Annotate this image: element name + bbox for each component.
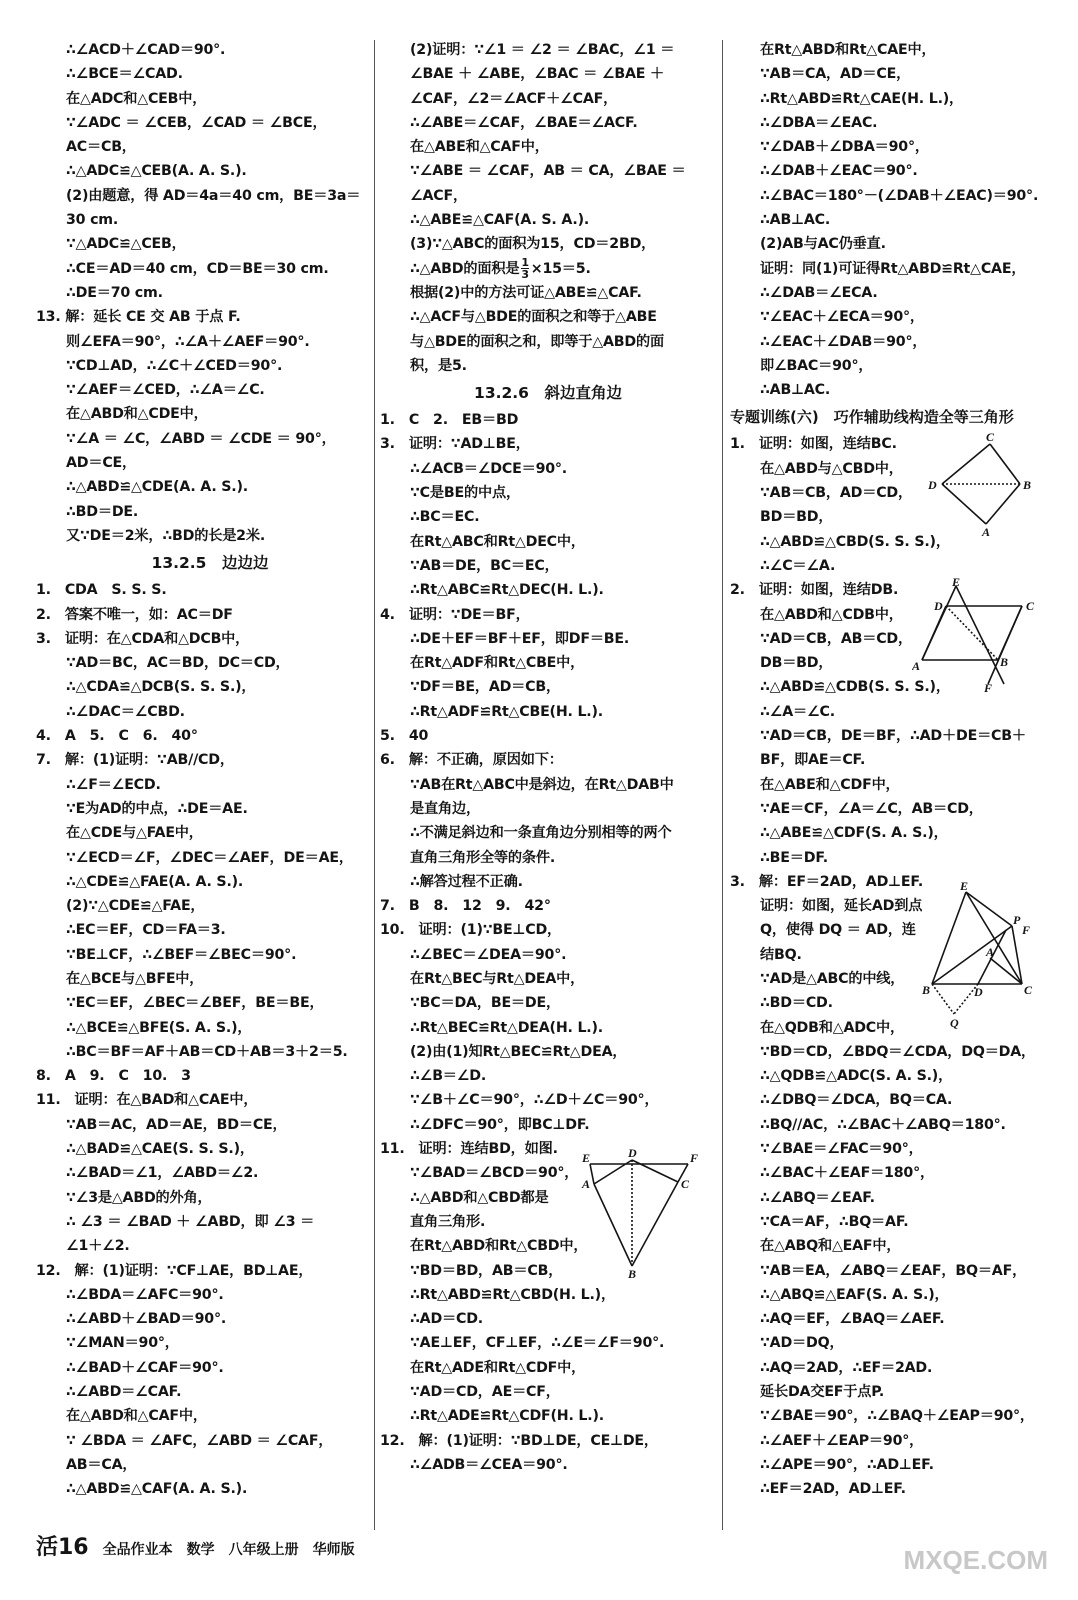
- svg-text:A: A: [982, 525, 991, 538]
- answer-line: ∴BD＝CD.: [760, 995, 833, 1012]
- answer-line: ∵∠EAC＋∠ECA＝90°，: [760, 309, 924, 326]
- answer-line: (2)AB与AC仍垂直.: [760, 236, 886, 253]
- answer-line: ∴∠ABD＋∠BAD＝90°.: [66, 1311, 227, 1328]
- book-title: 全品作业本: [102, 1542, 173, 1558]
- answer-line: ∵BE⊥CF，∴∠BEF＝∠BEC＝90°.: [66, 946, 297, 963]
- answer-line: ∴△CDA≌△DCB(S. S. S.)，: [66, 679, 256, 696]
- answer-line: ∵∠MAN＝90°，: [66, 1335, 179, 1352]
- svg-text:F: F: [690, 1151, 699, 1165]
- answer-line: Q，使得 DQ ＝ AD，连: [760, 922, 916, 939]
- answer-line: ∴EF＝2AD，AD⊥EF.: [760, 1481, 906, 1498]
- answer-line-fraction: ∴△ABD的面积是 $\frac{1}{3}$ ×15＝5.: [410, 256, 591, 281]
- answer-line: ∵AD＝CB，AB＝CD，: [760, 630, 912, 647]
- answer-line: AD＝CE，: [66, 455, 137, 472]
- answer-line: ∵∠B＋∠C＝90°，∴∠D＋∠C＝90°，: [410, 1092, 659, 1109]
- page-number: 活16: [36, 1535, 89, 1560]
- svg-text:P: P: [1013, 913, 1021, 927]
- answer-line: ∵∠ECD＝∠F，∠DEC＝∠AEF，DE＝AE，: [66, 849, 353, 866]
- answer-line: 4. A 5. C 6. 40°: [36, 728, 198, 745]
- answer-line: ∴∠DBQ＝∠DCA，BQ＝CA.: [760, 1092, 953, 1109]
- answer-line: ∴∠BAC＋∠EAF＝180°，: [760, 1165, 934, 1182]
- answer-line: BD＝BD，: [760, 509, 833, 526]
- answer-line: ∵∠BAE＝90°，∴∠BAQ＋∠EAP＝90°，: [760, 1408, 1034, 1425]
- answer-line: 3. 证明：∵AD⊥BE，: [380, 436, 530, 453]
- answer-line: ∴Rt△ABD≌Rt△CBD(H. L.)，: [410, 1286, 615, 1303]
- svg-text:D: D: [934, 599, 943, 613]
- figure-triangle-3: [920, 880, 1044, 1030]
- answer-line: (2)由题意，得 AD＝4a＝40 cm，BE＝3a＝: [66, 187, 361, 204]
- svg-text:B: B: [922, 983, 931, 997]
- answer-line: ∴ ∠3 ＝ ∠BAD ＋ ∠ABD，即 ∠3 ＝: [66, 1213, 315, 1230]
- answer-line: 12. 解：(1)证明：∵CF⊥AE，BD⊥AE，: [36, 1262, 313, 1279]
- answer-line: ∵C是BE的中点，: [410, 485, 520, 502]
- answer-line: ∵EC＝EF，∠BEC＝∠BEF，BE＝BE，: [66, 995, 324, 1012]
- answer-line: 在Rt△ABC和Rt△DEC中，: [410, 533, 585, 550]
- answer-line: ∴∠BAD＝∠1，∠ABD＝∠2.: [66, 1165, 259, 1182]
- edition: 华师版: [312, 1542, 355, 1558]
- answer-line: 又∵DE＝2米，∴BD的长是2米.: [66, 527, 266, 544]
- answer-line: 在Rt△ADE和Rt△CDF中，: [410, 1359, 586, 1376]
- answer-line: ∵E为AD的中点，∴DE＝AE.: [66, 800, 248, 817]
- grade: 八年级上册: [228, 1542, 299, 1558]
- answer-line: 在△QDB和△ADC中，: [760, 1019, 904, 1036]
- answer-line: ∴△BAD≌△CAE(S. S. S.)，: [66, 1141, 254, 1158]
- answer-line: ∴Rt△ABC≌Rt△DEC(H. L.).: [410, 582, 604, 599]
- answer-line: ∴△ABD≌△CDE(A. A. S.).: [66, 479, 248, 496]
- answer-line: ∵AB在Rt△ABC中是斜边，在Rt△DAB中: [410, 776, 674, 793]
- answer-line: ∴∠ADB＝∠CEA＝90°.: [410, 1456, 568, 1473]
- answer-line: ∵AB＝DE，BC＝EC，: [410, 557, 559, 574]
- answer-line: 4. 证明：∵DE＝BF，: [380, 606, 530, 623]
- answer-line: ∴AB⊥AC.: [760, 382, 831, 399]
- answer-line: ∵∠AEF＝∠CED，∴∠A＝∠C.: [66, 382, 265, 399]
- answer-line: ∵AE⊥EF，CF⊥EF，∴∠E＝∠F＝90°.: [410, 1335, 665, 1352]
- column-divider: [722, 40, 723, 1530]
- answer-line: ∠ACF，: [410, 187, 467, 204]
- answer-line: (2)∵△CDE≌△FAE，: [66, 898, 205, 915]
- svg-text:C: C: [986, 432, 995, 444]
- answer-line: ∴△ADC≌△CEB(A. A. S.).: [66, 163, 247, 180]
- answer-line: ∴△ABE≌△CAF(A. S. A.).: [410, 212, 590, 229]
- answer-line: ∴DE＝70 cm.: [66, 284, 163, 301]
- answer-line: ∴Rt△ADE≌Rt△CDF(H. L.).: [410, 1408, 604, 1425]
- svg-text:A: A: [912, 659, 921, 673]
- answer-line: ∴∠ABQ＝∠EAF.: [760, 1189, 875, 1206]
- answer-line: 7. B 8. 12 9. 42°: [380, 898, 551, 915]
- answer-line: ∵∠BAD＝∠BCD＝90°，: [410, 1165, 579, 1182]
- answer-line: ∵AD＝DQ，: [760, 1335, 844, 1352]
- answer-line: 与△BDE的面积之和，即等于△ABD的面: [410, 333, 664, 350]
- answer-line: 延长DA交EF于点P.: [760, 1384, 885, 1401]
- answer-line: ∵CD⊥AD，∴∠C＋∠CED＝90°.: [66, 357, 283, 374]
- answer-line: ∵AD＝CB，DE＝BF，∴AD＋DE＝CB＋: [760, 728, 1026, 745]
- answer-column-3: [730, 38, 1070, 1502]
- answer-line: ∴∠BCE＝∠CAD.: [66, 66, 183, 83]
- answer-line: ∴△ABD≌△CDB(S. S. S.)，: [760, 679, 950, 696]
- answer-line: 在△ABE和△CAF中，: [410, 139, 549, 156]
- answer-line: ∵∠ABE ＝ ∠CAF，AB ＝ CA，∠BAE ＝: [410, 163, 686, 180]
- answer-line: ∴∠ACB＝∠DCE＝90°.: [410, 460, 567, 477]
- answer-line: DB＝BD，: [760, 655, 833, 672]
- section-heading: 专题训练(六) 巧作辅助线构造全等三角形: [730, 408, 1014, 427]
- answer-line: ∴EC＝EF，CD＝FA＝3.: [66, 922, 226, 939]
- answer-line: 11. 证明：在△BAD和△CAE中，: [36, 1092, 258, 1109]
- answer-line: ∴△BCE≌△BFE(S. A. S.)，: [66, 1019, 252, 1036]
- answer-line: ∴∠ABD＝∠CAF.: [66, 1384, 182, 1401]
- answer-line: ∵BD＝BD，AB＝CB，: [410, 1262, 563, 1279]
- answer-line: 12. 解：(1)证明：∵BD⊥DE，CE⊥DE，: [380, 1432, 658, 1449]
- answer-line: 在△ABD和△CDE中，: [66, 406, 208, 423]
- answer-line: ∴△ABE≌△CDF(S. A. S.)，: [760, 825, 948, 842]
- figure-parallelogram-2: [912, 578, 1042, 694]
- answer-line: 直角三角形.: [410, 1213, 486, 1230]
- answer-line: 7. 解：(1)证明：∵AB//CD，: [36, 752, 234, 769]
- svg-text:C: C: [1026, 599, 1035, 613]
- answer-line: ∵△ADC≌△CEB，: [66, 236, 186, 253]
- answer-line: ∴∠BEC＝∠DEA＝90°.: [410, 946, 567, 963]
- answer-line: ∴Rt△BEC≌Rt△DEA(H. L.).: [410, 1019, 603, 1036]
- answer-line: (3)∵△ABC的面积为15，CD＝2BD，: [410, 236, 656, 253]
- answer-line: 8. A 9. C 10. 3: [36, 1068, 191, 1085]
- answer-line: ∴∠ABE＝∠CAF，∠BAE＝∠ACF.: [410, 114, 638, 131]
- answer-line: 30 cm.: [66, 212, 119, 229]
- answer-line: 在Rt△ABD和Rt△CAE中，: [760, 42, 936, 58]
- answer-line: ∵ ∠BDA ＝ ∠AFC，∠ABD ＝ ∠CAF，: [66, 1432, 333, 1449]
- answer-line: ∴△ABD≌△CBD(S. S. S.)，: [760, 533, 950, 550]
- answer-line: ∴Rt△ADF≌Rt△CBE(H. L.).: [410, 703, 603, 720]
- answer-line: ∴△CDE≌△FAE(A. A. S.).: [66, 873, 244, 890]
- answer-line: ∵AD＝BC，AC＝BD，DC＝CD，: [66, 655, 290, 672]
- answer-line: 直角三角形全等的条件.: [410, 849, 556, 866]
- answer-line: ∴CE＝AD＝40 cm，CD＝BE＝30 cm.: [66, 260, 329, 277]
- answer-line: 在△ADC和△CEB中，: [66, 90, 207, 107]
- answer-line: (2)证明：∵∠1 ＝ ∠2 ＝ ∠BAC，∠1 ＝: [410, 42, 675, 58]
- answer-line: 在△ABE和△CDF中，: [760, 776, 900, 793]
- answer-line: 1. C 2. EB＝BD: [380, 412, 519, 429]
- answer-line: ∴∠BAC＝180°－(∠DAB＋∠EAC)＝90°.: [760, 187, 1039, 204]
- answer-line: ∴∠EAC＋∠DAB＝90°，: [760, 333, 927, 350]
- answer-line: ∴DE＋EF＝BF＋EF，即DF＝BE.: [410, 630, 630, 647]
- answer-line: 在△ABQ和△EAF中，: [760, 1238, 901, 1255]
- answer-line: 在△BCE与△BFE中，: [66, 970, 204, 987]
- answer-line: ∴AD＝CD.: [410, 1311, 483, 1328]
- section-heading: 13.2.6 斜边直角边: [474, 384, 622, 403]
- svg-text:E: E: [952, 578, 961, 589]
- answer-line: 证明：同(1)可证得Rt△ABD≌Rt△CAE，: [760, 260, 1026, 277]
- section-heading: 13.2.5 边边边: [151, 554, 269, 573]
- answer-line: 2. 证明：如图，连结DB.: [730, 582, 899, 599]
- answer-column-1: [36, 38, 384, 1502]
- answer-line: 根据(2)中的方法可证△ABE≌△CAF.: [410, 284, 642, 301]
- answer-line: ∵AB＝CB，AD＝CD，: [760, 485, 912, 502]
- svg-text:B: B: [1000, 655, 1009, 669]
- answer-line: ∴∠F＝∠ECD.: [66, 776, 161, 793]
- svg-text:A: A: [582, 1177, 591, 1191]
- answer-line: 则∠EFA＝90°，∴∠A＋∠AEF＝90°.: [66, 333, 310, 350]
- answer-line: 在△ABD和△CAF中，: [66, 1408, 207, 1425]
- svg-text:B: B: [628, 1267, 637, 1278]
- answer-line: ∵BD＝CD，∠BDQ＝∠CDA，DQ＝DA，: [760, 1043, 1036, 1060]
- answer-line: ∵∠3是△ABD的外角，: [66, 1189, 212, 1206]
- answer-line: 结BQ.: [760, 946, 802, 963]
- answer-line: 11. 证明：连结BD，如图.: [380, 1141, 558, 1158]
- page-footer: [36, 1530, 355, 1560]
- svg-text:A: A: [986, 945, 995, 959]
- svg-text:F: F: [1022, 923, 1031, 937]
- svg-text:B: B: [1023, 478, 1032, 492]
- answer-line: 13. 解：延长 CE 交 AB 于点 F.: [36, 309, 241, 326]
- answer-line: 在Rt△ABD和Rt△CBD中，: [410, 1238, 588, 1255]
- answer-line: ∴∠A＝∠C.: [760, 703, 835, 720]
- answer-line: 积，是5.: [410, 357, 467, 374]
- answer-line: ∵CA＝AF，∴BQ＝AF.: [760, 1213, 909, 1230]
- answer-line: ∴BC＝EC.: [410, 509, 480, 526]
- subject: 数学: [186, 1542, 215, 1558]
- answer-line: ∴AQ＝EF，∠BAQ＝∠AEF.: [760, 1311, 945, 1328]
- svg-text:C: C: [1024, 983, 1033, 997]
- answer-line: ∴△ABD和△CBD都是: [410, 1189, 549, 1206]
- answer-line: ∠1＋∠2.: [66, 1238, 130, 1255]
- figure-quadrilateral-1: [924, 432, 1034, 538]
- answer-line: ∵∠A ＝ ∠C，∠ABD ＝ ∠CDE ＝ 90°，: [66, 430, 336, 447]
- answer-line: 6. 解：不正确，原因如下：: [380, 752, 563, 769]
- svg-text:C: C: [681, 1177, 690, 1191]
- answer-line: 即∠BAC＝90°，: [760, 357, 873, 374]
- answer-line: ∴∠BAD＋∠CAF＝90°.: [66, 1359, 224, 1376]
- answer-line: 在△ABD和△CDB中，: [760, 606, 903, 623]
- answer-line: ∴BQ//AC，∴∠BAC＋∠ABQ＝180°.: [760, 1116, 1006, 1133]
- column-divider: [374, 40, 375, 1530]
- answer-line: ∴∠AEF＋∠EAP＝90°，: [760, 1432, 924, 1449]
- answer-line: ∴△ABD≌△CAF(A. A. S.).: [66, 1481, 248, 1498]
- answer-line: ∵AE＝CF，∠A＝∠C，AB＝CD，: [760, 800, 983, 817]
- answer-line: ∴△ACF与△BDE的面积之和等于△ABE: [410, 309, 657, 326]
- answer-line: 1. CDA S. S. S.: [36, 582, 167, 599]
- answer-line: ∴Rt△ABD≌Rt△CAE(H. L.)，: [760, 90, 964, 107]
- answer-line: ∴∠C＝∠A.: [760, 557, 836, 574]
- label: E: [582, 1151, 591, 1165]
- svg-text:Q: Q: [950, 1016, 959, 1030]
- answer-line: ∴不满足斜边和一条直角边分别相等的两个: [410, 825, 672, 842]
- answer-line: 3. 证明：在△CDA和△DCB中，: [36, 630, 250, 647]
- svg-text:D: D: [974, 985, 983, 999]
- answer-line: ∴∠DAC＝∠CBD.: [66, 703, 185, 720]
- answer-line: 3. 解：EF＝2AD，AD⊥EF.: [730, 873, 924, 890]
- answer-line: ∠BAE ＋ ∠ABE，∠BAC ＝ ∠BAE ＋: [410, 66, 664, 83]
- answer-line: AC＝CB，: [66, 139, 136, 156]
- answer-line: ∴∠BDA＝∠AFC＝90°.: [66, 1286, 224, 1303]
- answer-line: 证明：如图，延长AD到点: [760, 898, 923, 915]
- answer-line: ∴∠ACD＋∠CAD＝90°.: [66, 42, 226, 58]
- svg-text:D: D: [628, 1148, 637, 1160]
- answer-line: ∵AB＝CA，AD＝CE，: [760, 66, 911, 83]
- answer-line: 1. 证明：如图，连结BC.: [730, 436, 897, 453]
- answer-line: ∴AQ＝2AD，∴EF＝2AD.: [760, 1359, 933, 1376]
- answer-line: 2. 答案不唯一，如：AC＝DF: [36, 606, 233, 623]
- answer-line: ∵AD是△ABC的中线，: [760, 970, 905, 987]
- answer-line: ∴BC＝BF＝AF＋AB＝CD＋AB＝3＋2＝5.: [66, 1043, 348, 1060]
- answer-line: 在Rt△BEC与Rt△DEA中，: [410, 970, 585, 987]
- answer-line: ∴△QDB≌△ADC(S. A. S.)，: [760, 1068, 953, 1085]
- answer-line: 在△ABD与△CBD中，: [760, 460, 903, 477]
- answer-line: ∴∠B＝∠D.: [410, 1068, 487, 1085]
- answer-line: ∵∠BAE＝∠FAC＝90°，: [760, 1141, 923, 1158]
- svg-text:D: D: [928, 478, 937, 492]
- answer-line: ∴BD＝DE.: [66, 503, 139, 520]
- answer-line: ∴AB⊥AC.: [760, 212, 831, 229]
- answer-line: 在Rt△ADF和Rt△CBE中，: [410, 655, 585, 672]
- answer-line: ∴∠DAB＝∠ECA.: [760, 284, 878, 301]
- answer-line: ∵∠ADC ＝ ∠CEB，∠CAD ＝ ∠BCE，: [66, 114, 327, 131]
- answer-line: 在△CDE与△FAE中，: [66, 825, 203, 842]
- answer-line: ∵AB＝AC，AD＝AE，BD＝CE，: [66, 1116, 287, 1133]
- answer-line: ∴△ABQ≌△EAF(S. A. S.)，: [760, 1286, 949, 1303]
- watermark: MXQE.COM: [903, 1545, 1048, 1575]
- answer-line: ∴BE＝DF.: [760, 849, 828, 866]
- svg-text:E: E: [960, 880, 969, 893]
- answer-line: ∵DF＝BE，AD＝CB，: [410, 679, 560, 696]
- answer-line: ∴∠DBA＝∠EAC.: [760, 114, 878, 131]
- answer-line: ∵AD＝CD，AE＝CF，: [410, 1384, 560, 1401]
- answer-line: ∴∠APE＝90°，∴AD⊥EF.: [760, 1456, 934, 1473]
- answer-line: ∵BC＝DA，BE＝DE，: [410, 995, 560, 1012]
- answer-line: ∵AB＝EA，∠ABQ＝∠EAF，BQ＝AF，: [760, 1262, 1027, 1279]
- answer-line: 是直角边，: [410, 800, 480, 817]
- answer-line: AB＝CA，: [66, 1456, 137, 1473]
- answer-line: ∴∠DAB＋∠EAC＝90°.: [760, 163, 918, 180]
- answer-line: ∵∠DAB＋∠DBA＝90°，: [760, 139, 929, 156]
- answer-line: BF，即AE＝CF.: [760, 752, 866, 769]
- answer-line: (2)由(1)知Rt△BEC≌Rt△DEA，: [410, 1043, 627, 1060]
- answer-line: 10. 证明：(1)∵BE⊥CD，: [380, 922, 562, 939]
- answer-line: ∴∠DFC＝90°，即BC⊥DF.: [410, 1116, 590, 1133]
- answer-line: ∴解答过程不正确.: [410, 873, 523, 890]
- answer-line: ∠CAF，∠2＝∠ACF＋∠CAF，: [410, 90, 618, 107]
- answer-line: 5. 40: [380, 728, 429, 745]
- svg-text:F: F: [984, 681, 993, 694]
- figure-kite-11: [580, 1148, 700, 1278]
